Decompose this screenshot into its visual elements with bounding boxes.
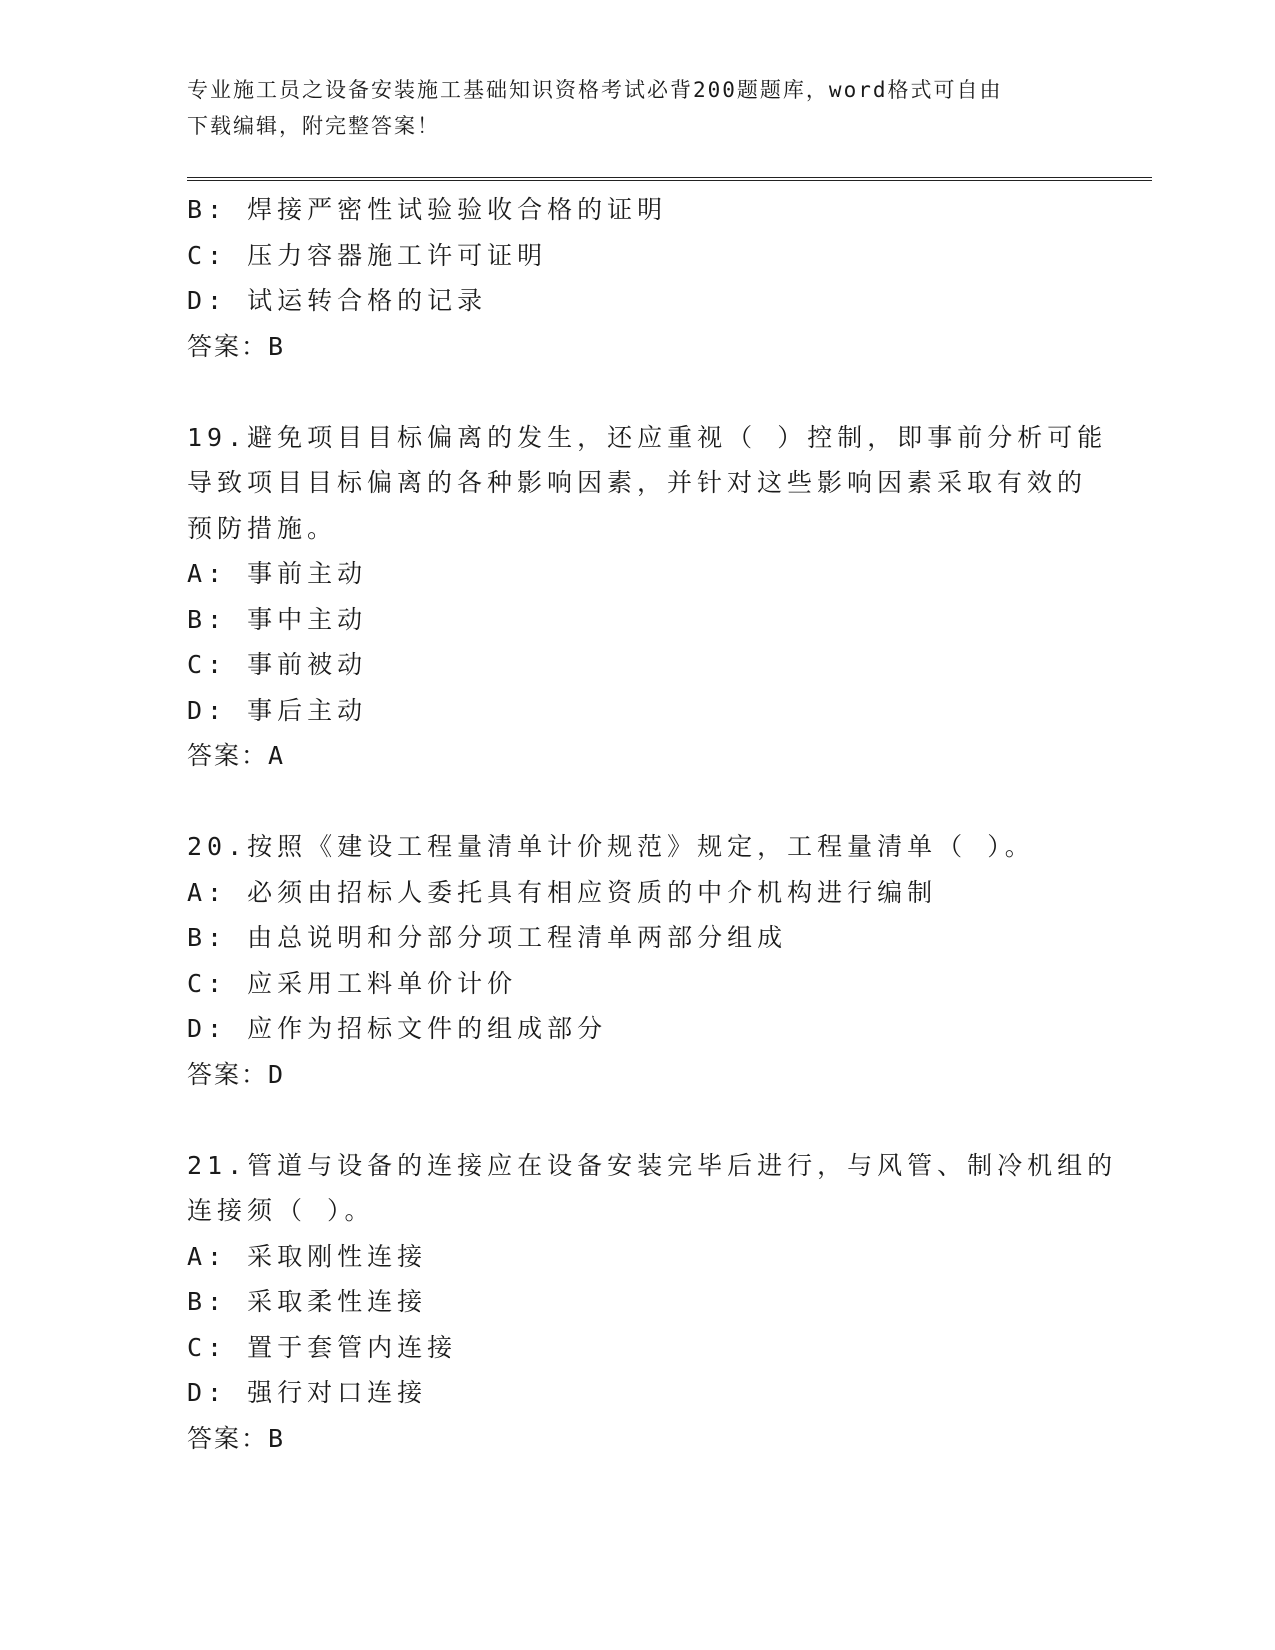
question-19 bbox=[187, 415, 1147, 779]
option-b: B: 焊接严密性试验验收合格的证明 bbox=[187, 195, 668, 224]
option-a: A: 事前主动 bbox=[187, 559, 368, 588]
spacer bbox=[187, 1097, 1147, 1143]
option-d: D: 试运转合格的记录 bbox=[187, 286, 488, 315]
question-stem: 连接须（ ）。 bbox=[187, 1196, 375, 1225]
option-a: A: 采取刚性连接 bbox=[187, 1241, 428, 1271]
question-21 bbox=[187, 1143, 1147, 1462]
question-stem: 20.按照《建设工程量清单计价规范》规定，工程量清单（ ）。 bbox=[187, 832, 1035, 861]
answer-line: 答案：B bbox=[187, 331, 286, 361]
option-c: C: 应采用工料单价计价 bbox=[187, 968, 518, 998]
option-c: C: 置于套管内连接 bbox=[187, 1332, 458, 1362]
question-18-continued bbox=[187, 187, 1147, 369]
option-c: C: 压力容器施工许可证明 bbox=[187, 240, 548, 270]
option-d: D: 事后主动 bbox=[187, 695, 368, 725]
spacer bbox=[187, 369, 1147, 415]
answer-line: 答案：D bbox=[187, 1059, 286, 1089]
answer-line: 答案：B bbox=[187, 1423, 286, 1453]
question-20 bbox=[187, 824, 1147, 1097]
option-b: B: 由总说明和分部分项工程清单两部分组成 bbox=[187, 923, 788, 952]
header-title-line-2: 下载编辑，附完整答案！ bbox=[187, 114, 440, 138]
document-header bbox=[187, 72, 1087, 144]
question-list bbox=[187, 187, 1147, 1461]
option-a: A: 必须由招标人委托具有相应资质的中介机构进行编制 bbox=[187, 877, 938, 907]
question-stem: 预防措施。 bbox=[187, 513, 338, 543]
question-stem: 19.避免项目目标偏离的发生，还应重视（ ）控制，即事前分析可能 bbox=[187, 422, 1108, 452]
option-b: B: 事中主动 bbox=[187, 604, 368, 634]
header-divider bbox=[187, 177, 1152, 181]
option-b: B: 采取柔性连接 bbox=[187, 1287, 428, 1316]
option-d: D: 应作为招标文件的组成部分 bbox=[187, 1014, 608, 1043]
spacer bbox=[187, 779, 1147, 825]
option-d: D: 强行对口连接 bbox=[187, 1378, 428, 1407]
question-stem: 导致项目目标偏离的各种影响因素，并针对这些影响因素采取有效的 bbox=[187, 468, 1088, 497]
answer-line: 答案：A bbox=[187, 741, 286, 770]
question-stem: 21.管道与设备的连接应在设备安装完毕后进行，与风管、制冷机组的 bbox=[187, 1150, 1118, 1180]
header-title-line-1: 专业施工员之设备安装施工基础知识资格考试必背200题题库，word格式可自由 bbox=[187, 78, 1003, 102]
option-c: C: 事前被动 bbox=[187, 650, 368, 679]
